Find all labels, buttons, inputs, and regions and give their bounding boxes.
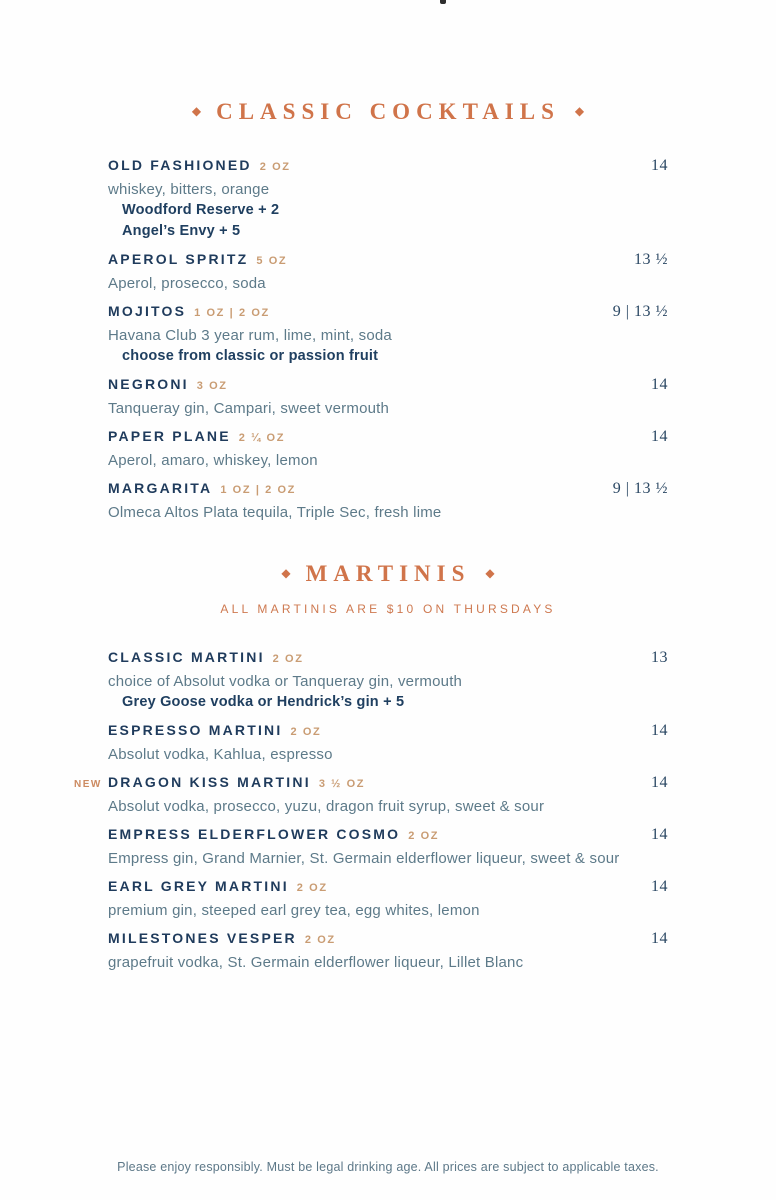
item-description: Havana Club 3 year rum, lime, mint, soda bbox=[108, 327, 392, 344]
item-head bbox=[108, 722, 668, 744]
item-choice-line: choose from classic or passion fruit bbox=[122, 348, 379, 364]
item-price: 9 | 13 ½ bbox=[612, 303, 668, 320]
menu-item-margarita bbox=[108, 480, 668, 523]
item-price: 14 bbox=[651, 826, 668, 843]
item-description: Empress gin, Grand Marnier, St. Germain elderflower liqueur, sweet & sour bbox=[108, 850, 620, 867]
section-subtitle: ALL MARTINIS ARE $10 ON THURSDAYS bbox=[220, 602, 556, 616]
item-description: Aperol, amaro, whiskey, lemon bbox=[108, 452, 318, 469]
item-head bbox=[108, 826, 668, 848]
item-description: Absolut vodka, Kahlua, espresso bbox=[108, 746, 333, 763]
item-size: 2 OZ bbox=[408, 830, 440, 842]
item-name: NEGRONI bbox=[108, 376, 189, 392]
item-head bbox=[108, 303, 668, 325]
item-head bbox=[108, 930, 668, 952]
item-head bbox=[108, 480, 668, 502]
section-title-row bbox=[108, 559, 668, 589]
menu-item-old-fashioned bbox=[108, 157, 668, 242]
item-price: 14 bbox=[651, 878, 668, 895]
item-description: Tanqueray gin, Campari, sweet vermouth bbox=[108, 400, 390, 417]
item-name: EARL GREY MARTINI bbox=[108, 878, 289, 894]
item-description: premium gin, steeped earl grey tea, egg whites, lemon bbox=[108, 902, 480, 919]
menu-item-mojitos bbox=[108, 303, 668, 367]
item-size: 1 OZ | 2 OZ bbox=[220, 484, 297, 496]
item-head bbox=[108, 428, 668, 450]
item-name: DRAGON KISS MARTINI bbox=[108, 774, 311, 790]
item-name: MARGARITA bbox=[108, 480, 213, 496]
menu-item-earl-grey-martini bbox=[108, 878, 668, 921]
item-upgrade-line: Angel’s Envy + 5 bbox=[122, 223, 241, 239]
menu-item-dragon-kiss-martini bbox=[74, 774, 668, 817]
item-description: Olmeca Altos Plata tequila, Triple Sec, fresh lime bbox=[108, 504, 442, 521]
item-price: 14 bbox=[651, 428, 668, 445]
item-name: CLASSIC MARTINI bbox=[108, 649, 265, 665]
section-header-classic-cocktails bbox=[108, 97, 668, 127]
item-head bbox=[108, 157, 668, 179]
diamond-icon: ◆ bbox=[281, 566, 291, 580]
item-head bbox=[108, 649, 668, 671]
item-description: choice of Absolut vodka or Tanqueray gin, vermouth bbox=[108, 673, 463, 690]
menu-item-paper-plane bbox=[108, 428, 668, 471]
item-head bbox=[108, 251, 668, 273]
section-title: MARTINIS bbox=[305, 561, 471, 586]
item-head bbox=[108, 878, 668, 900]
cocktail-menu-page bbox=[74, 0, 668, 973]
section-items-classic-cocktails bbox=[108, 157, 668, 523]
item-price: 14 bbox=[651, 722, 668, 739]
item-name: ESPRESSO MARTINI bbox=[108, 722, 283, 738]
item-name: OLD FASHIONED bbox=[108, 157, 252, 173]
item-size: 3 ½ OZ bbox=[318, 778, 366, 790]
menu-item-classic-martini bbox=[108, 649, 668, 713]
item-size: 1 OZ | 2 OZ bbox=[194, 307, 270, 319]
item-description: grapefruit vodka, St. Germain elderflower liqueur, Lillet Blanc bbox=[108, 954, 524, 971]
item-price: 14 bbox=[651, 774, 668, 791]
item-name: MOJITOS bbox=[108, 303, 187, 319]
item-price: 13 ½ bbox=[634, 251, 668, 268]
section-title-row bbox=[108, 97, 668, 127]
menu-item-negroni bbox=[108, 376, 668, 419]
item-upgrade-line: Woodford Reserve + 2 bbox=[122, 202, 280, 218]
item-name: EMPRESS ELDERFLOWER COSMO bbox=[108, 826, 401, 842]
item-description: whiskey, bitters, orange bbox=[108, 181, 270, 198]
item-price: 14 bbox=[651, 157, 668, 174]
item-price: 13 bbox=[651, 649, 668, 666]
menu-item-espresso-martini bbox=[108, 722, 668, 765]
item-price: 9 | 13 ½ bbox=[612, 480, 668, 497]
menu-item-aperol-spritz bbox=[108, 251, 668, 294]
cropped-page-top-mark bbox=[440, 0, 446, 4]
item-size: 2 OZ bbox=[272, 653, 304, 665]
item-name: PAPER PLANE bbox=[108, 428, 231, 444]
item-price: 14 bbox=[651, 930, 668, 947]
item-upgrade-line: Grey Goose vodka or Hendrick’s gin + 5 bbox=[122, 694, 405, 710]
item-size: 2 ¼ OZ bbox=[238, 432, 286, 444]
item-size: 5 OZ bbox=[256, 255, 288, 267]
diamond-icon: ◆ bbox=[574, 104, 585, 118]
menu-item-empress-elderflower-cosmo bbox=[108, 826, 668, 869]
item-description: Absolut vodka, prosecco, yuzu, dragon fruit syrup, sweet & sour bbox=[108, 798, 545, 815]
item-description: Aperol, prosecco, soda bbox=[108, 275, 266, 292]
new-badge: NEW bbox=[74, 779, 102, 790]
item-size: 2 OZ bbox=[290, 726, 322, 738]
item-name: MILESTONES VESPER bbox=[108, 930, 297, 946]
section-items-martinis bbox=[74, 649, 668, 973]
item-size: 2 OZ bbox=[296, 882, 328, 894]
item-size: 2 OZ bbox=[259, 161, 291, 173]
item-size: 3 OZ bbox=[196, 380, 228, 392]
item-price: 14 bbox=[651, 376, 668, 393]
diamond-icon: ◆ bbox=[191, 104, 202, 118]
item-head bbox=[108, 376, 668, 398]
item-size: 2 OZ bbox=[304, 934, 336, 946]
diamond-icon: ◆ bbox=[485, 566, 495, 580]
legal-disclaimer: Please enjoy responsibly. Must be legal drinking age. All prices are subject to applicable taxes. bbox=[117, 1160, 659, 1174]
item-head bbox=[108, 774, 668, 796]
section-title: CLASSIC COCKTAILS bbox=[216, 99, 560, 124]
item-name: APEROL SPRITZ bbox=[108, 251, 249, 267]
menu-item-milestones-vesper bbox=[108, 930, 668, 973]
section-header-martinis bbox=[74, 559, 668, 973]
